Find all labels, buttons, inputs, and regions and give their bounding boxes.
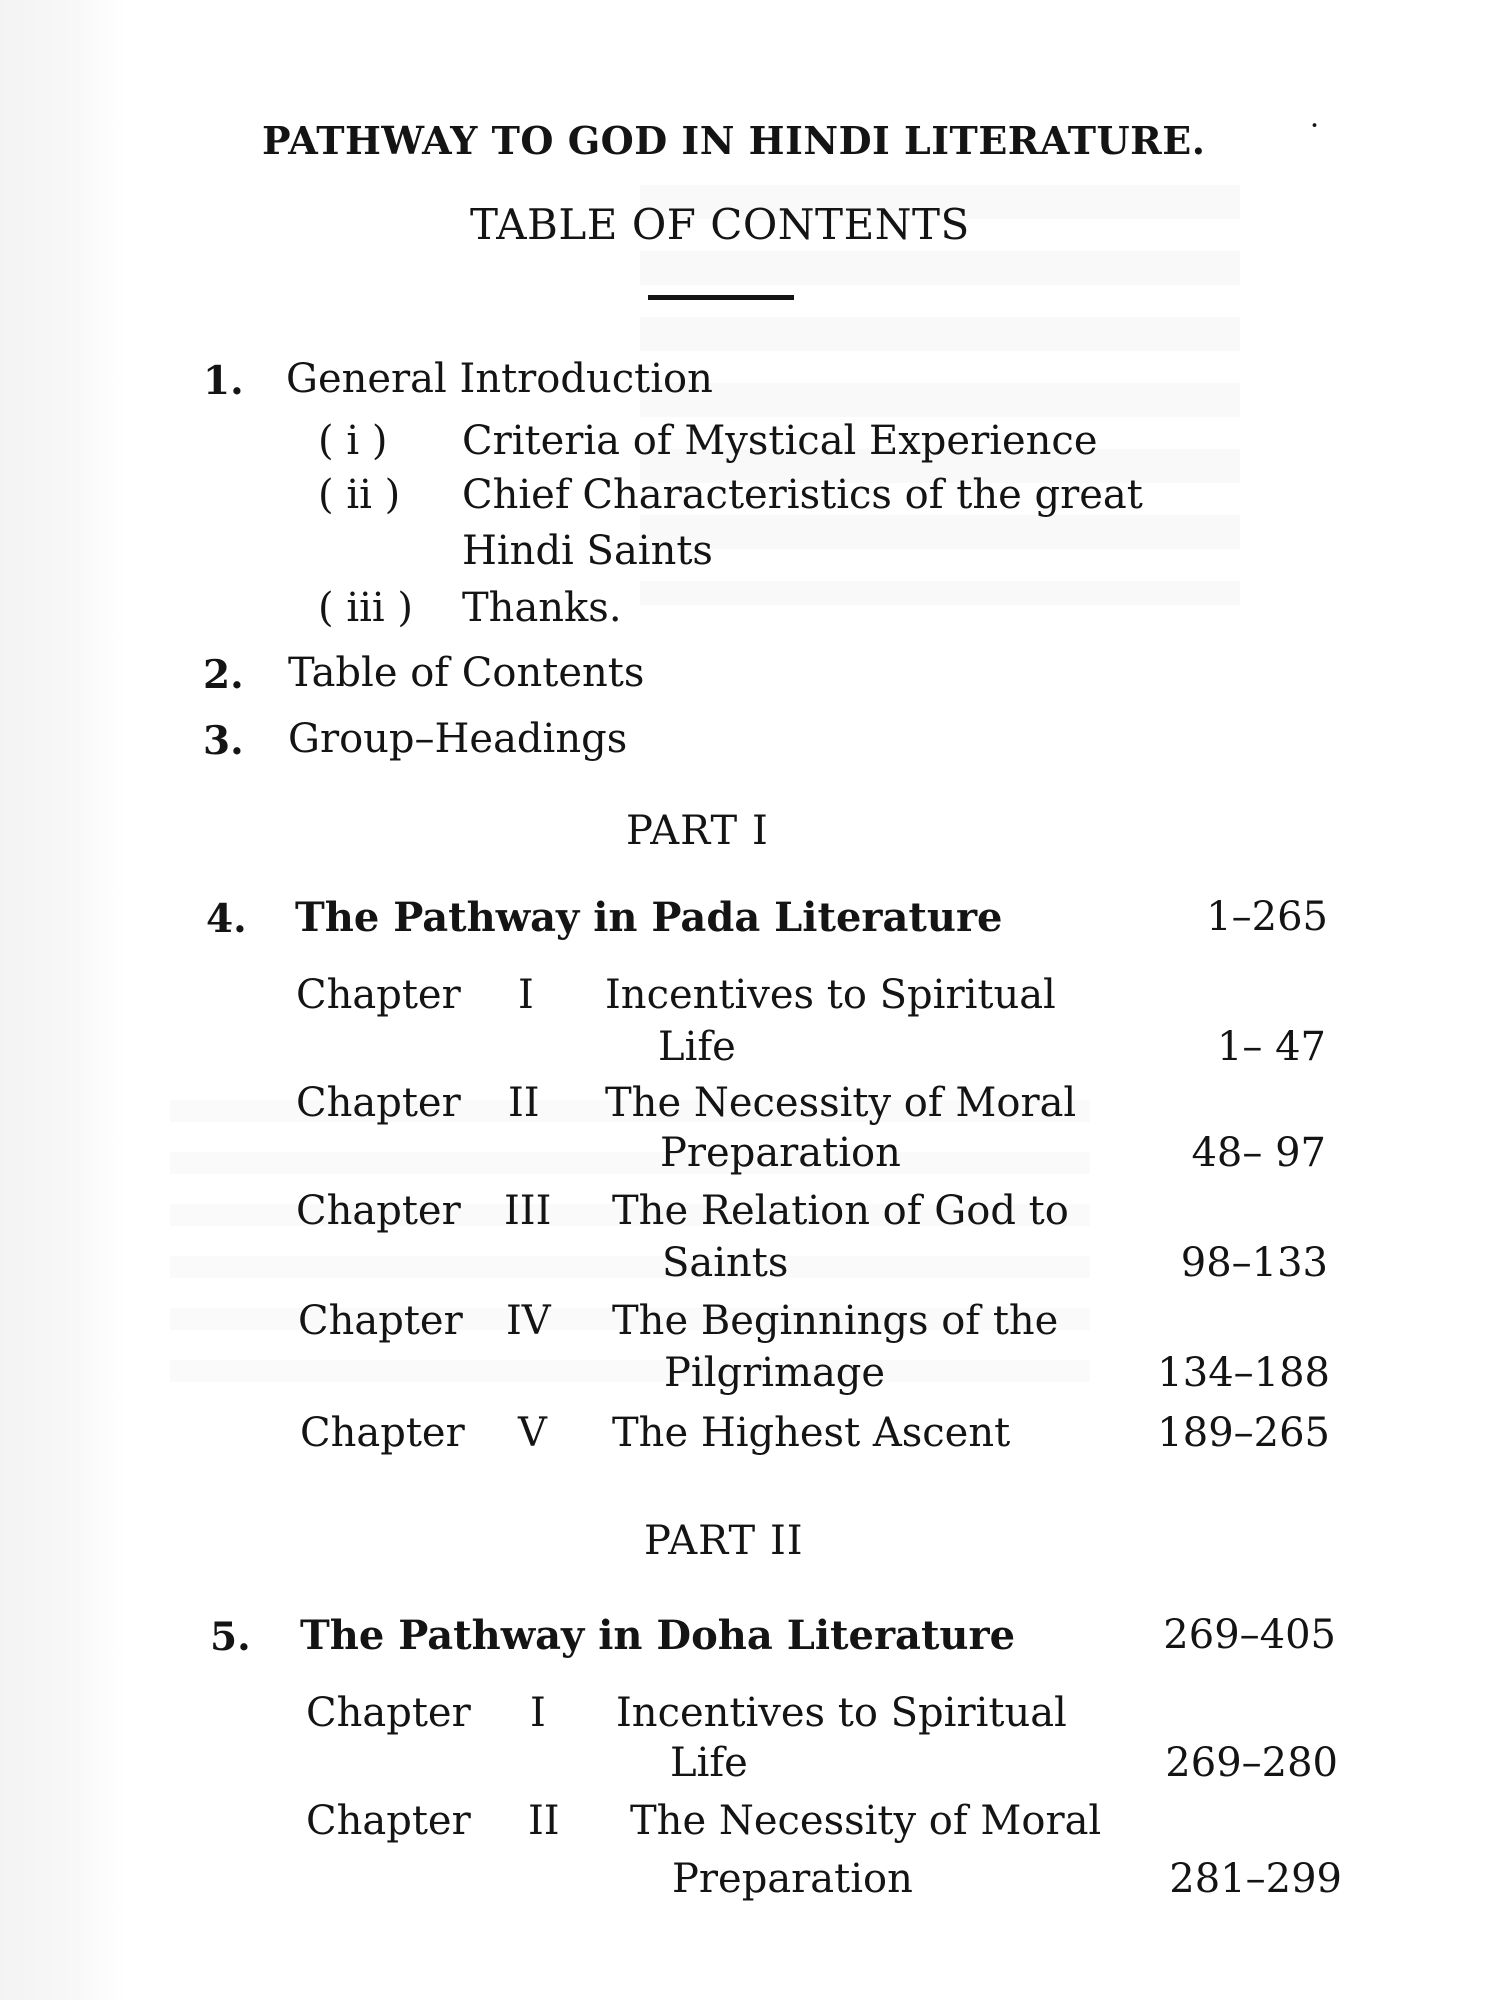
subentry-title: Criteria of Mystical Experience bbox=[462, 418, 1098, 464]
subentry-number: ( ii ) bbox=[318, 472, 401, 518]
subentry-title: Thanks. bbox=[462, 585, 622, 631]
chapter-roman: IV bbox=[506, 1298, 551, 1344]
section-title: The Pathway in Pada Literature bbox=[295, 894, 1003, 941]
chapter-label: Chapter bbox=[296, 972, 461, 1018]
chapter-label: Chapter bbox=[300, 1410, 465, 1456]
entry-title: General Introduction bbox=[286, 356, 713, 402]
section-pages: 269–405 bbox=[1163, 1612, 1336, 1658]
chapter-roman: III bbox=[504, 1188, 552, 1234]
chapter-pages: 98–133 bbox=[1180, 1240, 1328, 1286]
chapter-title: Incentives to Spiritual bbox=[616, 1690, 1067, 1736]
chapter-title-continued: Preparation bbox=[660, 1130, 901, 1176]
chapter-pages: 189–265 bbox=[1157, 1410, 1330, 1456]
chapter-label: Chapter bbox=[296, 1188, 461, 1234]
chapter-pages: 281–299 bbox=[1169, 1856, 1342, 1902]
entry-number: 1. bbox=[203, 358, 244, 404]
subentry-number: ( iii ) bbox=[318, 585, 414, 631]
chapter-title-continued: Life bbox=[670, 1740, 748, 1786]
section-number: 4. bbox=[206, 896, 247, 942]
entry-title: Table of Contents bbox=[288, 650, 645, 696]
chapter-label: Chapter bbox=[296, 1080, 461, 1126]
chapter-label: Chapter bbox=[298, 1298, 463, 1344]
section-pages: 1–265 bbox=[1206, 894, 1328, 940]
section-number: 5. bbox=[210, 1614, 251, 1660]
part-heading: PART I bbox=[626, 808, 769, 854]
entry-title: Group–Headings bbox=[288, 716, 628, 762]
entry-number: 3. bbox=[203, 718, 244, 764]
chapter-title-continued: Preparation bbox=[672, 1856, 913, 1902]
section-title: The Pathway in Doha Literature bbox=[300, 1612, 1016, 1659]
subentry-number: ( i ) bbox=[318, 418, 388, 464]
chapter-title: The Beginnings of the bbox=[612, 1298, 1059, 1344]
chapter-title-continued: Pilgrimage bbox=[664, 1350, 886, 1396]
subentry-title: Chief Characteristics of the great bbox=[462, 472, 1143, 518]
chapter-roman: I bbox=[518, 972, 534, 1018]
chapter-pages: 1– 47 bbox=[1216, 1024, 1326, 1070]
bleed-through-shadow-lower bbox=[170, 1100, 1090, 1400]
part-heading: PART II bbox=[644, 1518, 804, 1564]
chapter-title-continued: Life bbox=[658, 1024, 736, 1070]
subentry-title-continued: Hindi Saints bbox=[462, 528, 713, 574]
stray-mark: ˙ bbox=[1306, 118, 1323, 158]
binding-gutter bbox=[0, 0, 125, 2000]
chapter-roman: V bbox=[518, 1410, 547, 1456]
chapter-title: The Highest Ascent bbox=[612, 1410, 1011, 1456]
chapter-label: Chapter bbox=[306, 1798, 471, 1844]
chapter-title: The Necessity of Moral bbox=[605, 1080, 1077, 1126]
entry-number: 2. bbox=[203, 652, 244, 698]
chapter-pages: 134–188 bbox=[1157, 1350, 1330, 1396]
chapter-title: The Necessity of Moral bbox=[630, 1798, 1102, 1844]
book-title: PATHWAY TO GOD IN HINDI LITERATURE. bbox=[262, 118, 1206, 163]
toc-heading: TABLE OF CONTENTS bbox=[470, 200, 970, 249]
chapter-title: The Relation of God to bbox=[612, 1188, 1069, 1234]
chapter-pages: 269–280 bbox=[1165, 1740, 1338, 1786]
chapter-roman: II bbox=[528, 1798, 560, 1844]
chapter-label: Chapter bbox=[306, 1690, 471, 1736]
heading-underline bbox=[648, 295, 794, 300]
chapter-pages: 48– 97 bbox=[1191, 1130, 1326, 1176]
chapter-title: Incentives to Spiritual bbox=[605, 972, 1056, 1018]
chapter-title-continued: Saints bbox=[662, 1240, 789, 1286]
chapter-roman: II bbox=[508, 1080, 540, 1126]
chapter-roman: I bbox=[530, 1690, 546, 1736]
